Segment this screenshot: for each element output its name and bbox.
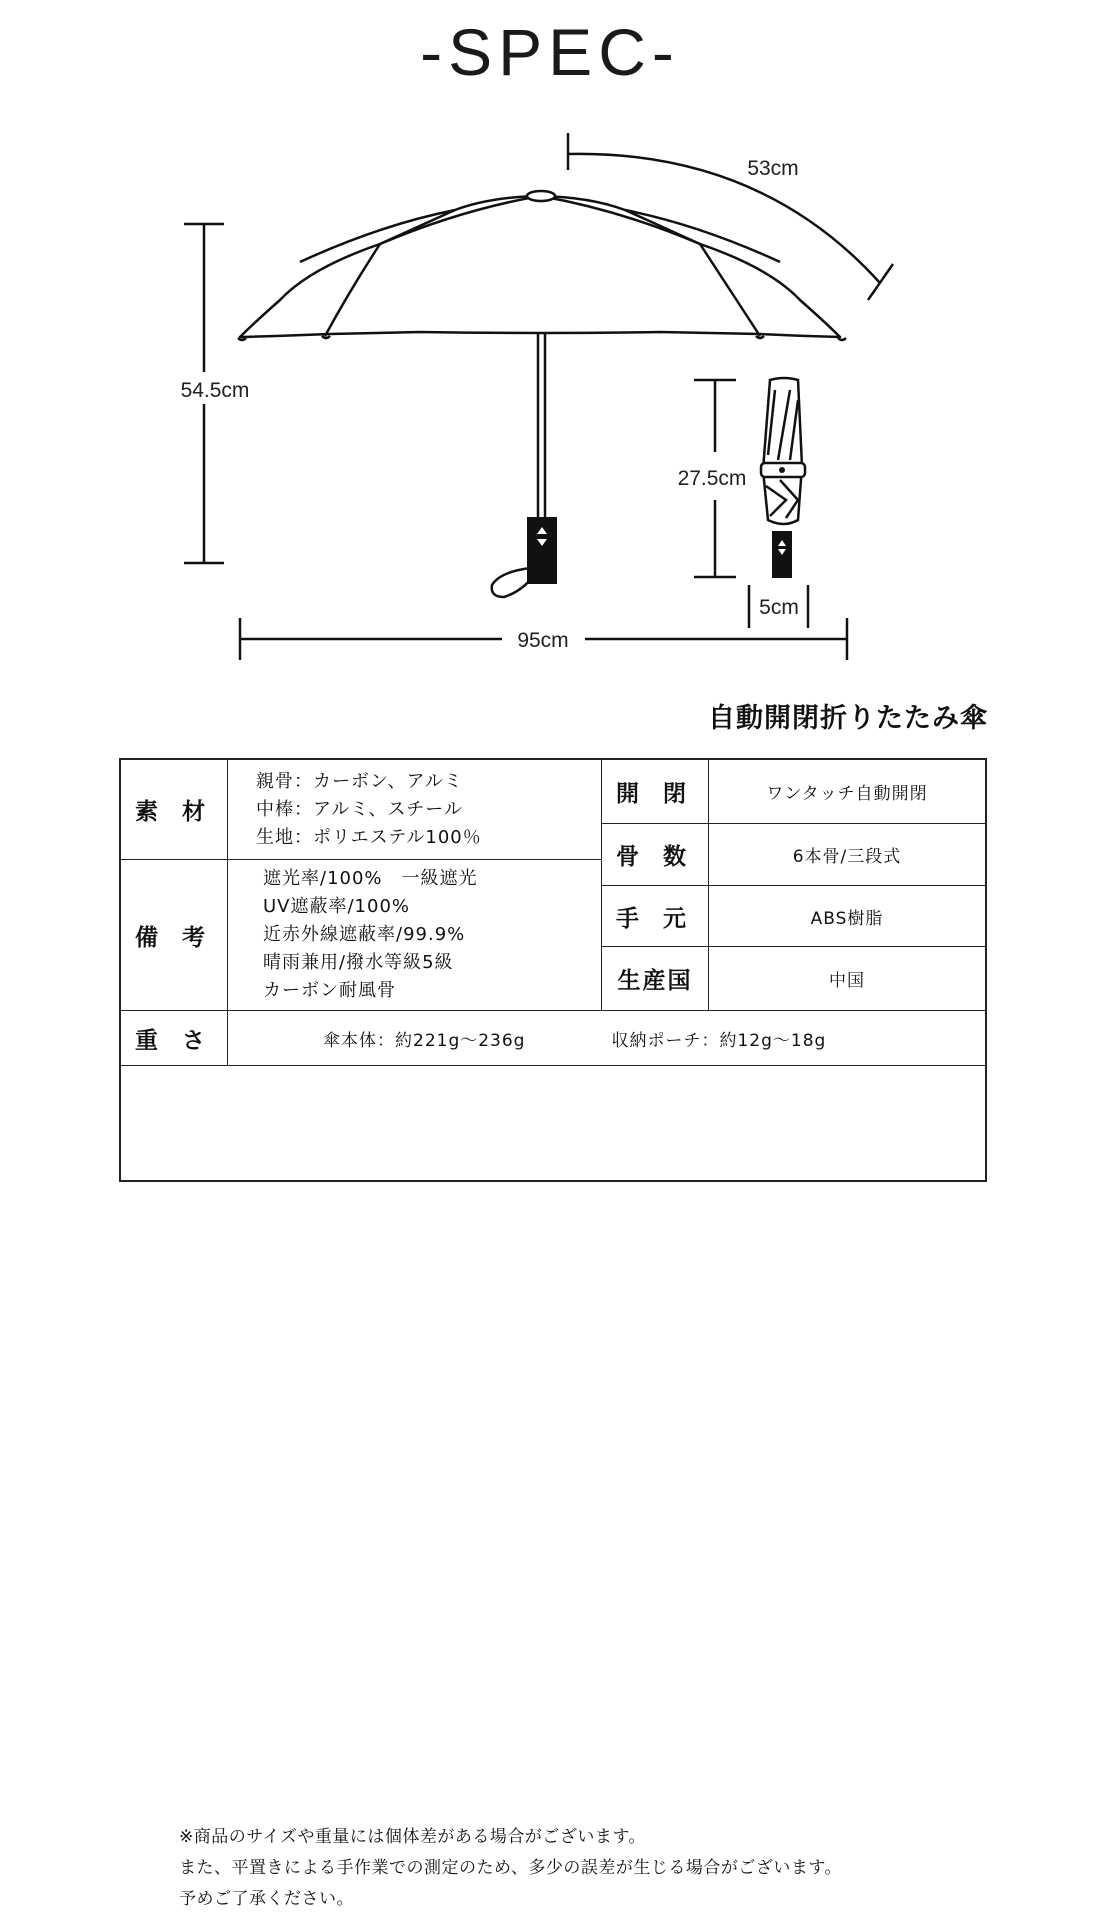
folded-fold-line xyxy=(790,400,798,460)
folded-width-label: 5cm xyxy=(759,596,799,619)
canopy-rib xyxy=(540,196,760,336)
folded-fold-line xyxy=(778,390,790,460)
notes-line: 遮光率/100% 一級遮光 xyxy=(263,868,478,889)
weight-header: 重 さ xyxy=(121,1011,228,1066)
folded-umbrella-illustration xyxy=(761,378,805,524)
notes-header: 備 考 xyxy=(121,860,228,1011)
canopy-rib xyxy=(300,210,455,262)
footnote-line: また、平置きによる手作業での測定のため、多少の誤差が生じる場合がございます。 xyxy=(179,1858,842,1878)
weight-cell xyxy=(228,1011,985,1066)
page-title: -SPEC- xyxy=(420,15,680,89)
canopy-rib xyxy=(625,210,780,262)
notes-cell xyxy=(228,860,602,1011)
material-line: 生地：ポリエステル100％ xyxy=(256,826,482,848)
arc-length-label: 53cm xyxy=(747,157,799,180)
open-close-header: 開 閉 xyxy=(602,760,709,824)
folded-fold-line xyxy=(766,486,786,516)
footnote xyxy=(179,1822,842,1915)
ribs-header: 骨 数 xyxy=(602,824,709,886)
material-line: 中棒：アルミ、スチール xyxy=(256,798,463,820)
arc-dimension xyxy=(568,133,893,300)
product-name: 自動開閉折りたたみ傘 xyxy=(708,703,988,734)
umbrella-diagram xyxy=(0,0,1100,690)
canopy-rib xyxy=(325,196,540,336)
weight-body: 傘本体：約221g～236g xyxy=(323,1030,526,1051)
origin-header: 生産国 xyxy=(602,947,709,1011)
notes-line: UV遮蔽率/100% xyxy=(263,896,411,917)
weight-pouch: 収納ポーチ：約12g～18g xyxy=(611,1030,827,1051)
origin-value: 中国 xyxy=(709,947,985,1011)
wrist-strap xyxy=(492,568,532,597)
footnote-line: 予めご了承ください。 xyxy=(179,1889,354,1909)
handle-header: 手 元 xyxy=(602,886,709,947)
umbrella-top xyxy=(527,191,555,201)
canopy-outline xyxy=(240,196,840,337)
open-close-value: ワンタッチ自動開閉 xyxy=(709,760,985,824)
material-line: 親骨：カーボン、アルミ xyxy=(256,770,463,792)
open-height-label: 54.5cm xyxy=(180,379,250,402)
notes-line: 近赤外線遮蔽率/99.9% xyxy=(263,924,466,945)
footnote-line: ※商品のサイズや重量には個体差がある場合がございます。 xyxy=(179,1827,647,1847)
canopy-tip xyxy=(756,336,764,338)
notes-line: 晴雨兼用/撥水等級5級 xyxy=(263,952,454,973)
folded-strap-snap xyxy=(779,467,785,473)
material-cell xyxy=(228,760,602,860)
canopy-tip xyxy=(838,338,846,340)
ribs-value: 6本骨/三段式 xyxy=(709,824,985,886)
folded-height-label: 27.5cm xyxy=(677,467,747,490)
canopy-tip xyxy=(238,338,246,340)
material-header: 素 材 xyxy=(121,760,228,860)
handle-value: ABS樹脂 xyxy=(709,886,985,947)
notes-line: カーボン耐風骨 xyxy=(263,980,396,1001)
spec-table xyxy=(119,758,987,1909)
open-width-label: 95cm xyxy=(517,629,569,652)
